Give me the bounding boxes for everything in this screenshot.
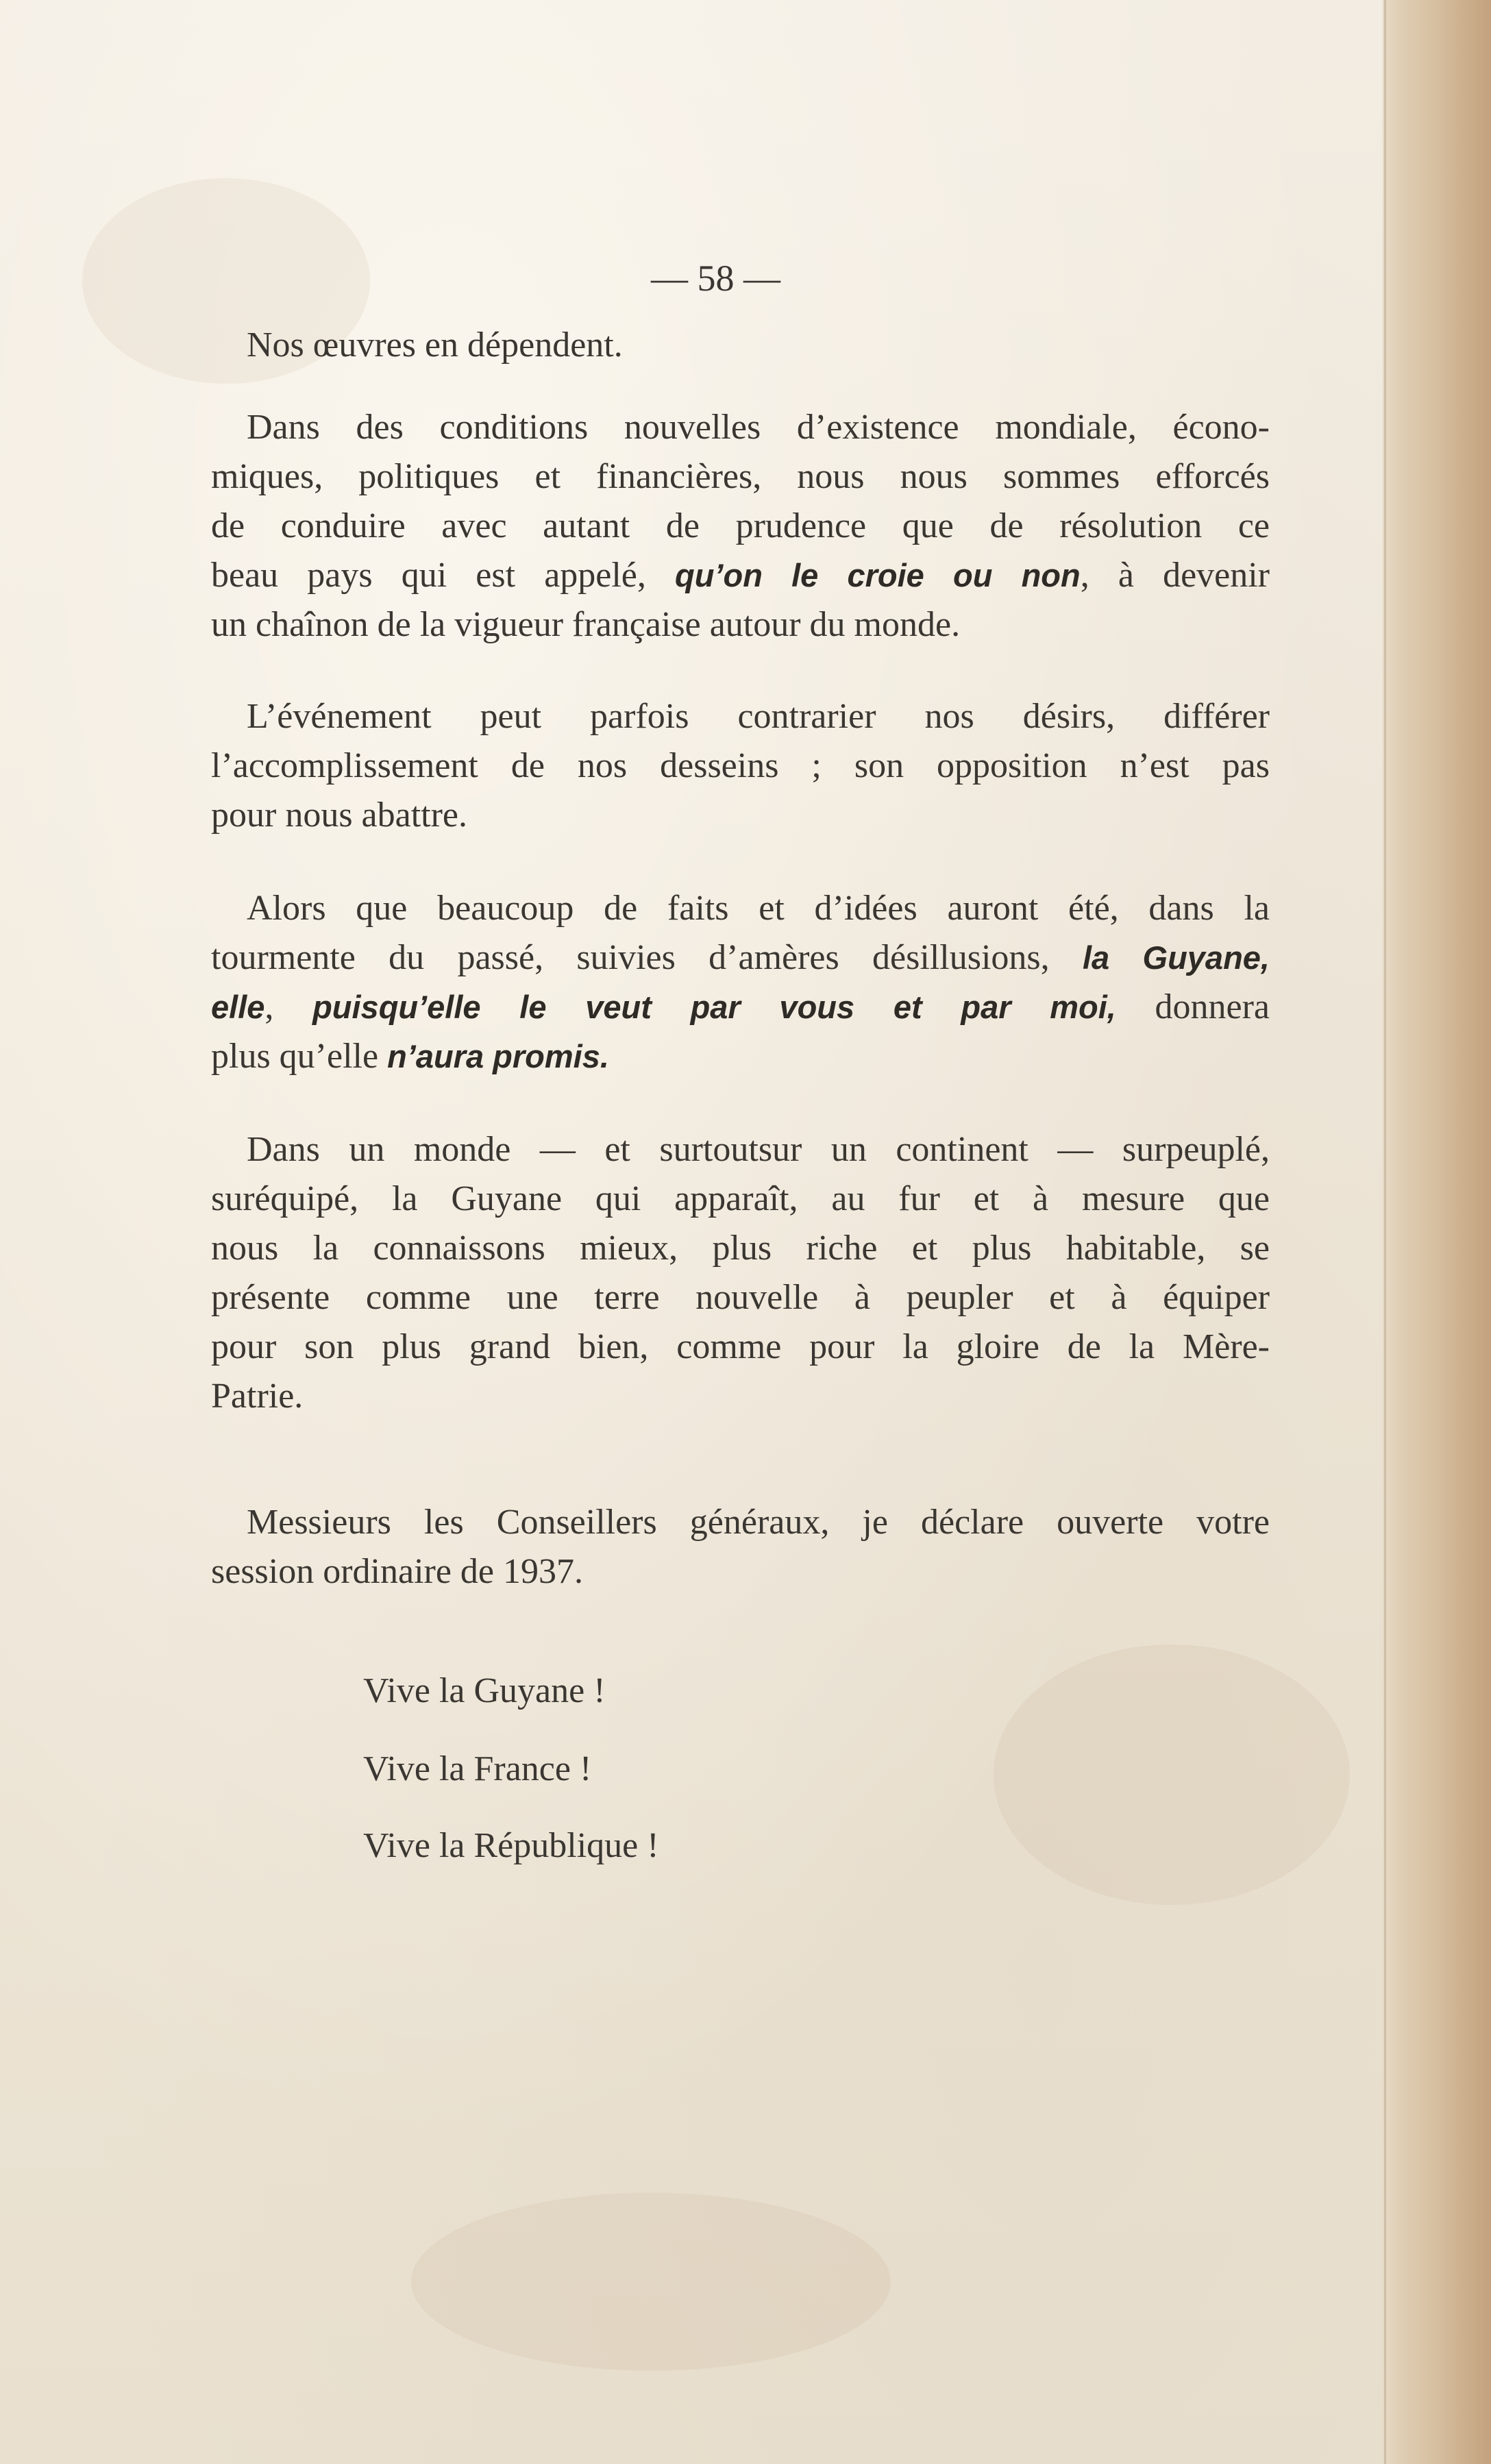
paragraph-4 bbox=[211, 1125, 1270, 1421]
paragraph-3-emphasis-guyane: la Guyane, bbox=[1082, 939, 1270, 976]
paragraph-1-line-4-a: beau pays qui est appelé, bbox=[211, 556, 676, 595]
paragraph-4-line-4: présente comme une terre nouvelle à peupler et à équiper bbox=[211, 1278, 1270, 1317]
paragraph-4-line-3: nous la connaissons mieux, plus riche et plus habitable, se bbox=[211, 1229, 1270, 1268]
paragraph-3-emphasis-promis: n’aura promis. bbox=[387, 1038, 609, 1074]
paragraph-1-line-2: miques, politiques et financières, nous nous sommes efforcés bbox=[211, 457, 1270, 496]
paragraph-3-line-4 bbox=[211, 1032, 1270, 1081]
paragraph-1-line-1: Dans des conditions nouvelles d’existence mondiale, écono- bbox=[247, 408, 1270, 447]
paragraph-5-line-2: session ordinaire de 1937. bbox=[211, 1552, 584, 1591]
paragraph-3-line-4-a: plus qu’elle bbox=[211, 1037, 388, 1076]
paragraph-2-line-2: l’accomplissement de nos desseins ; son opposition n’est pas bbox=[211, 746, 1270, 785]
paragraph-3-emphasis-puisquelle: puisqu’elle le veut par vous et par moi, bbox=[312, 989, 1116, 1025]
paragraph-3 bbox=[211, 884, 1270, 1081]
paragraph-1-line-4 bbox=[211, 551, 1270, 600]
page-edge-shadow bbox=[1383, 0, 1491, 2464]
paragraph-3-line-3 bbox=[211, 983, 1270, 1032]
paragraph-4-line-6: Patrie. bbox=[211, 1377, 304, 1416]
paragraph-5-line-1: Messieurs les Conseillers généraux, je déclare ouverte votre bbox=[247, 1503, 1270, 1542]
paper-stain bbox=[994, 1644, 1350, 1905]
paragraph-1-line-4-b: , à devenir bbox=[1080, 556, 1270, 595]
page-fold-line bbox=[1384, 0, 1386, 2464]
paragraph-3-line-3-b: donnera bbox=[1116, 987, 1270, 1026]
paragraph-3-line-2 bbox=[211, 933, 1270, 983]
opening-line: Nos œuvres en dépendent. bbox=[247, 325, 623, 365]
paragraph-4-line-5: pour son plus grand bien, comme pour la gloire de la Mère- bbox=[211, 1327, 1270, 1366]
paragraph-4-line-1: Dans un monde — et surtoutsur un continent — surpeuplé, bbox=[247, 1130, 1270, 1169]
page-number: — 58 — bbox=[651, 258, 780, 299]
closing-vive-republique: Vive la République ! bbox=[363, 1826, 659, 1865]
paragraph-3-line-3-a: , bbox=[264, 987, 313, 1026]
paragraph-2 bbox=[211, 692, 1270, 840]
paragraph-1-line-3: de conduire avec autant de prudence que de résolution ce bbox=[211, 506, 1270, 545]
closing-vive-france: Vive la France ! bbox=[363, 1749, 592, 1788]
paragraph-4-line-2: suréquipé, la Guyane qui apparaît, au fur et à mesure que bbox=[211, 1179, 1270, 1218]
paragraph-2-line-1: L’événement peut parfois contrarier nos désirs, différer bbox=[247, 697, 1270, 736]
paragraph-5 bbox=[211, 1498, 1270, 1597]
closing-vive-guyane: Vive la Guyane ! bbox=[363, 1671, 606, 1710]
paragraph-3-line-1: Alors que beaucoup de faits et d’idées auront été, dans la bbox=[247, 889, 1270, 928]
paragraph-1-emphasis: qu’on le croie ou non bbox=[675, 557, 1081, 593]
paragraph-2-line-3: pour nous abattre. bbox=[211, 796, 468, 835]
paper-stain bbox=[411, 2193, 891, 2371]
paragraph-1-line-5: un chaînon de la vigueur française autour du monde. bbox=[211, 605, 961, 644]
paragraph-1 bbox=[211, 403, 1270, 650]
paragraph-3-emphasis-elle: elle bbox=[211, 989, 265, 1025]
paragraph-3-line-2-a: tourmente du passé, suivies d’amères désillusions, bbox=[211, 938, 1083, 977]
